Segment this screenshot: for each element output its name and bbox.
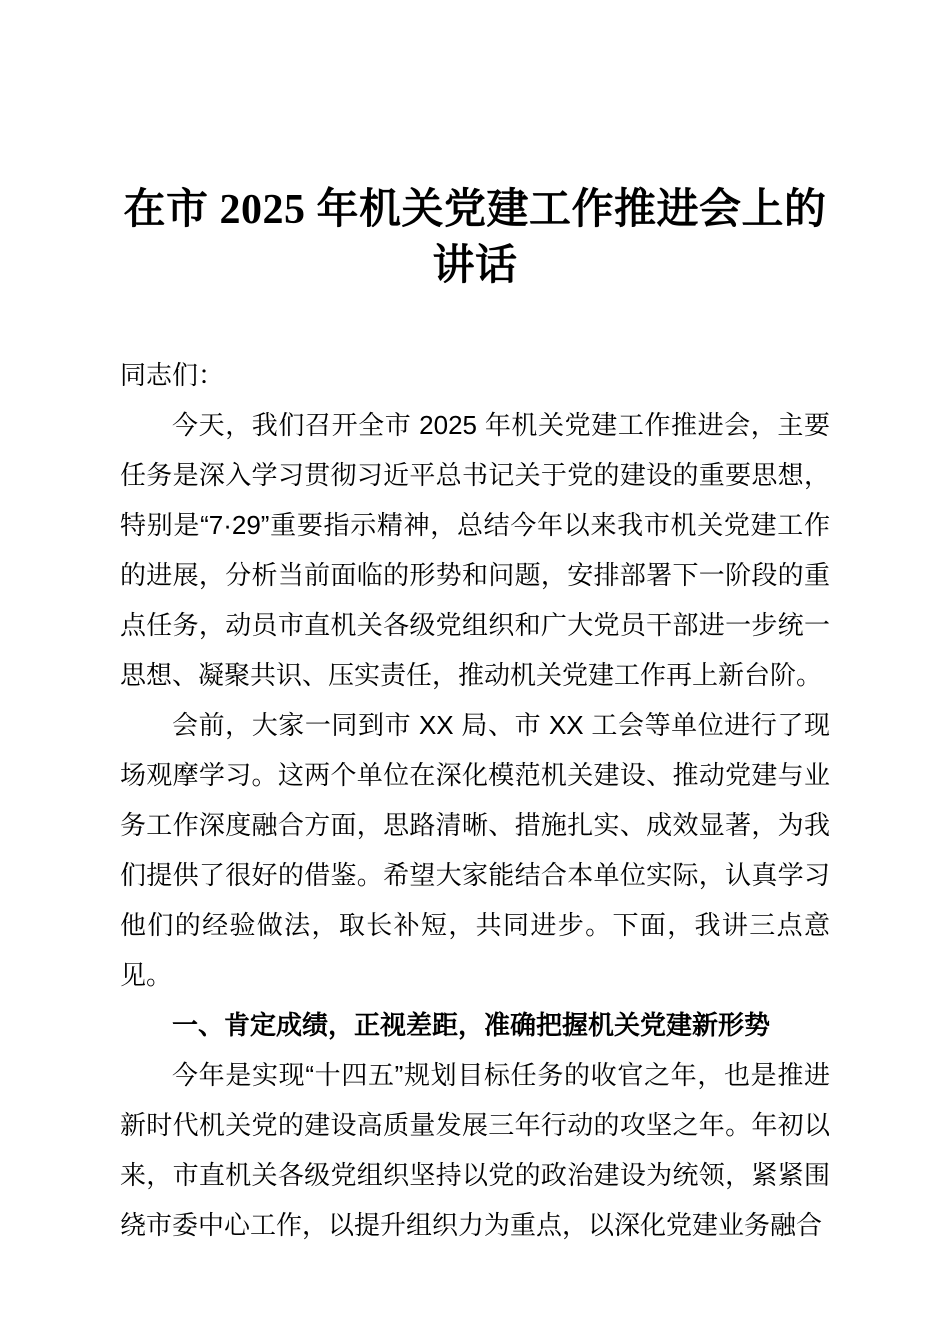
document-title: 在市 2025 年机关党建工作推进会上的讲话 [123,187,827,289]
salutation: 同志们： [120,360,225,390]
document-body [120,400,830,1250]
paragraph: 今年是实现“十四五”规划目标任务的收官之年，也是推进新时代机关党的建设高质量发展三年行动的攻坚之年。年初以来，市直机关各级党组织坚持以党的政治建设为统领，紧紧围绕市委中心工作，以提升组织力为重点，以深化党建业务融合 [120,1060,830,1240]
section-heading: 一、肯定成绩，正视差距，准确把握机关党建新形势 [172,1010,771,1040]
paragraph: 今天，我们召开全市 2025 年机关党建工作推进会，主要任务是深入学习贯彻习近平总书记关于党的建设的重要思想，特别是“7·29”重要指示精神，总结今年以来我市机关党建工作的进展，分析当前面临的形势和问题，安排部署下一阶段的重点任务，动员市直机关各级党组织和广大党员干部进一步统一思想、凝聚共识、压实责任，推动机关党建工作再上新台阶。 [120,410,830,690]
paragraph: 会前，大家一同到市 XX 局、市 XX 工会等单位进行了现场观摩学习。这两个单位在深化模范机关建设、推动党建与业务工作深度融合方面，思路清晰、措施扎实、成效显著，为我们提供了很好的借鉴。希望大家能结合本单位实际，认真学习他们的经验做法，取长补短，共同进步。下面，我讲三点意见。 [120,710,830,990]
